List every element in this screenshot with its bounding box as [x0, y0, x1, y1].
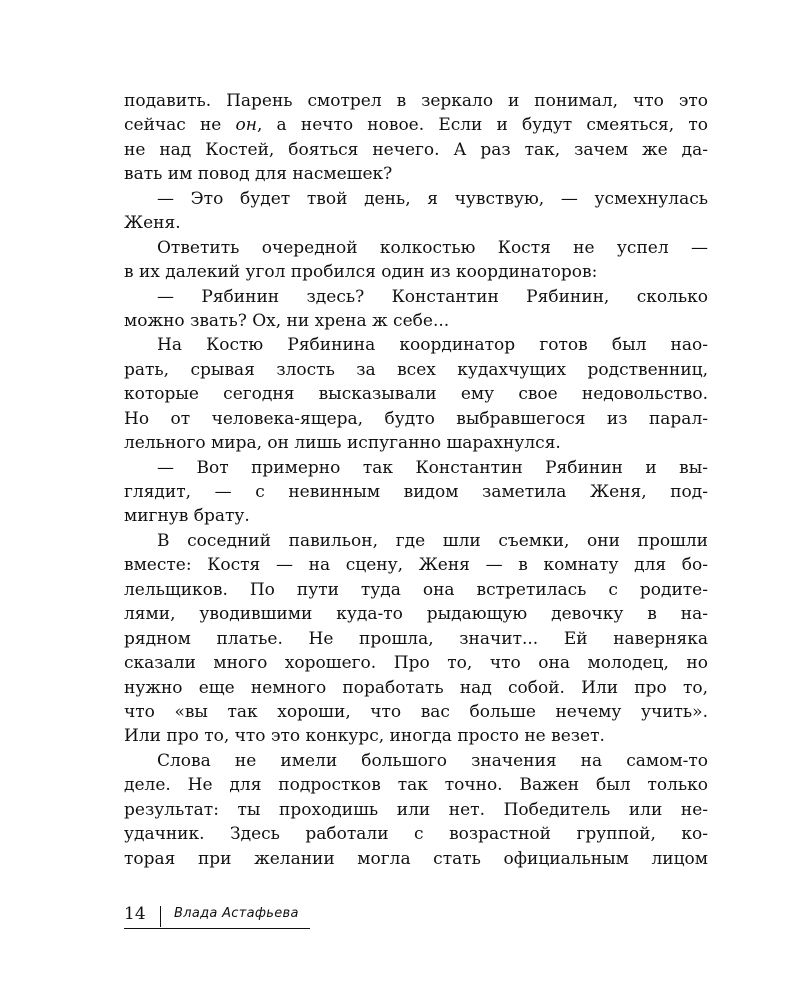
text-line: результат: ты проходишь или нет. Победитель или не- [124, 799, 708, 820]
text-line: лями, уводившими куда-то рыдающую девочку в на- [124, 604, 708, 625]
text-line: деле. Не для подростков так точно. Важен был только [124, 775, 708, 796]
text-line: рядном платье. Не прошла, значит... Ей наверняка [124, 628, 708, 649]
text-line: что «вы так хороши, что вас больше нечему учить». [124, 701, 708, 722]
text-line: мигнув брату. [124, 506, 250, 527]
text-line: глядит, — с невинным видом заметила Женя, под- [124, 482, 708, 502]
text-line [124, 113, 708, 137]
page-number: 14 [124, 904, 146, 924]
text-line: Ответить очередной колкостью Костя не успел — [157, 237, 708, 258]
text-line: сказали много хорошего. Про то, что она молодец, но [124, 653, 708, 674]
text-line: В соседний павильон, где шли съемки, они прошли [157, 530, 708, 551]
text-line: — Это будет твой день, я чувствую, — усмехнулась [157, 188, 708, 209]
text-line: Но от человека-ящера, будто выбравшегося из парал- [124, 408, 708, 429]
text-line: — Вот примерно так Константин Рябинин и вы- [157, 457, 708, 478]
emphasis-text: он [235, 115, 257, 136]
footer-divider [160, 906, 161, 927]
author-name: Влада Астафьева [174, 906, 299, 921]
text-line: Или про то, что это конкурс, иногда просто не везет. [124, 726, 605, 747]
text-line: На Костю Рябинина координатор готов был нао- [157, 335, 708, 356]
text-line: нужно еще немного поработать над собой. Или про то, [124, 677, 708, 698]
text-line: вместе: Костя — на сцену, Женя — в комнату для бо- [124, 555, 708, 576]
text-line: рать, срывая злость за всех кудахчущих родственниц, [124, 359, 708, 380]
text-line: лельщиков. По пути туда она встретилась с родите- [124, 579, 708, 600]
body-text [124, 89, 708, 871]
text-line: торая при желании могла стать официальным лицом [124, 848, 708, 869]
text-line: вать им повод для насмешек? [124, 164, 393, 185]
page-footer [124, 903, 310, 929]
text-line: Слова не имели большого значения на самом-то [157, 750, 708, 771]
text-line: в их далекий угол пробился один из координаторов: [124, 262, 598, 283]
text-line: которые сегодня высказывали ему свое недовольство. [124, 384, 708, 405]
text-line: можно звать? Ох, ни хрена ж себе... [124, 310, 450, 331]
text-line: удачник. Здесь работали с возрастной группой, ко- [124, 824, 708, 845]
text-fragment: , а нечто новое. Если и будут смеяться, то [256, 115, 708, 136]
text-fragment: сейчас не [124, 115, 236, 136]
text-line: не над Костей, бояться нечего. А раз так, зачем же да- [124, 139, 708, 160]
text-line: подавить. Парень смотрел в зеркало и понимал, что это [124, 91, 708, 111]
text-line: — Рябинин здесь? Константин Рябинин, сколько [157, 286, 708, 307]
text-line: Женя. [124, 213, 181, 234]
text-line: лельного мира, он лишь испуганно шарахнулся. [124, 433, 561, 454]
